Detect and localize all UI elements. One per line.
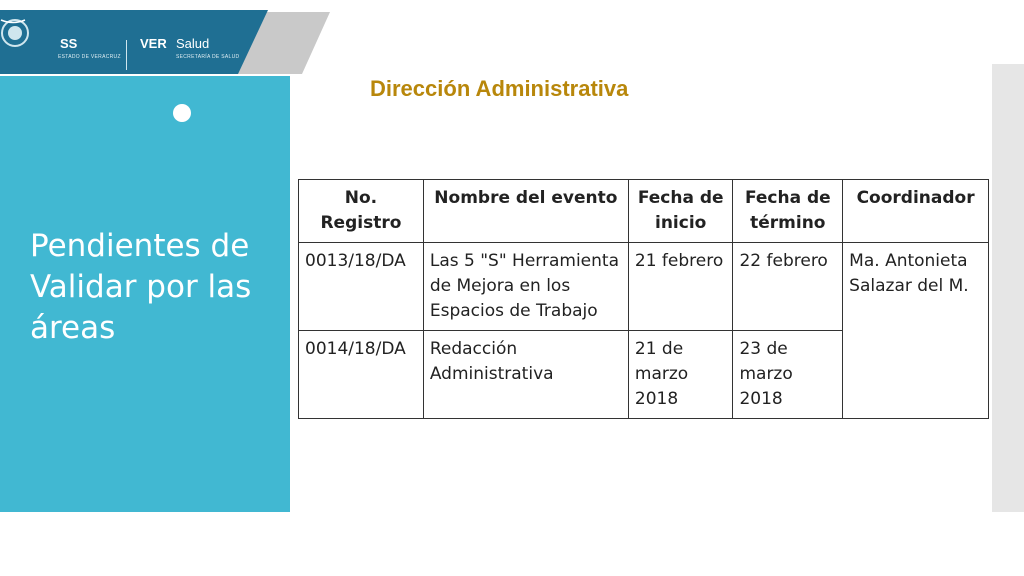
logo-ver-subtitle: SECRETARÍA DE SALUD <box>176 54 240 60</box>
cell-fecha-termino: 22 febrero <box>733 243 843 331</box>
table-header-row <box>299 180 989 243</box>
header-band <box>0 8 330 74</box>
header-fecha-inicio: Fecha de inicio <box>628 180 733 243</box>
table-row <box>299 243 989 331</box>
cell-fecha-termino: 23 de marzo 2018 <box>733 331 843 419</box>
cell-fecha-inicio: 21 febrero <box>628 243 733 331</box>
logo-ver-text: VER <box>140 36 167 51</box>
cell-nombre: Las 5 "S" Herramienta de Mejora en los Espacios de Trabajo <box>423 243 628 331</box>
cell-coordinador: Ma. Antonieta Salazar del M. <box>843 243 989 419</box>
cell-nombre: Redacción Administrativa <box>423 331 628 419</box>
page-title: Dirección Administrativa <box>370 76 629 101</box>
cell-registro: 0014/18/DA <box>299 331 424 419</box>
header-fecha-termino: Fecha de término <box>733 180 843 243</box>
logo-ss-subtitle: ESTADO DE VERACRUZ <box>58 54 121 60</box>
logo-area <box>0 18 270 80</box>
ver-swoosh-icon <box>0 18 26 24</box>
logo-ss-text: SS <box>60 36 78 51</box>
right-edge-bar <box>992 64 1024 512</box>
logo-divider <box>126 40 127 70</box>
cell-registro: 0013/18/DA <box>299 243 424 331</box>
logo-salud-text: Salud <box>176 36 210 51</box>
header-coordinador: Coordinador <box>843 180 989 243</box>
events-table <box>298 179 989 419</box>
bullet-dot <box>173 104 191 122</box>
cell-fecha-inicio: 21 de marzo 2018 <box>628 331 733 419</box>
header-no-registro: No. Registro <box>299 180 424 243</box>
side-title: Pendientes de Validar por las áreas <box>30 228 252 346</box>
header-nombre-evento: Nombre del evento <box>423 180 628 243</box>
